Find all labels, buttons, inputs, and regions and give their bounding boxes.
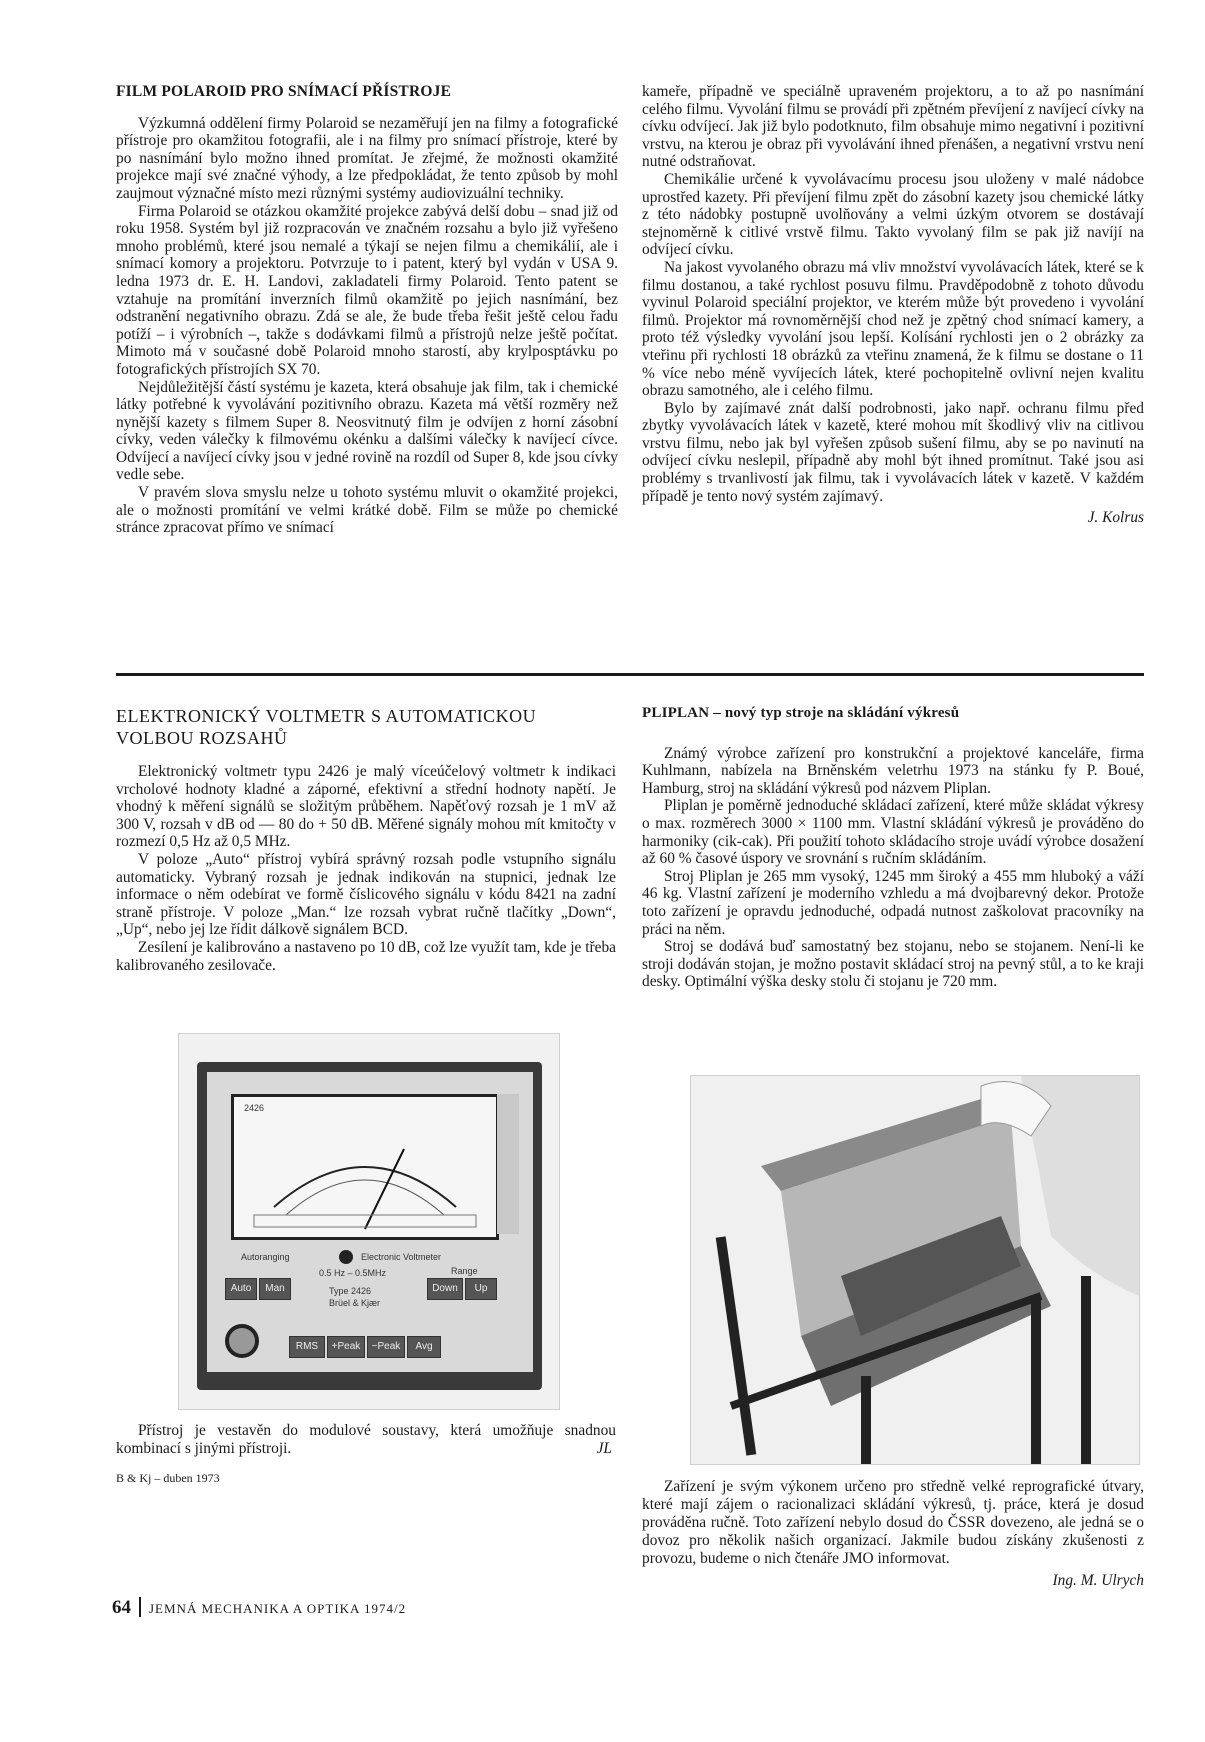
down-button[interactable]: Down [427, 1278, 463, 1300]
pliplan-caption [642, 1478, 1144, 1590]
pliplan-photo [690, 1075, 1140, 1465]
footer-divider [139, 1597, 141, 1617]
article2-paragraph: V poloze „Auto“ přístroj vybírá správný rozsah podle vstupního signálu automaticky. Vybraný rozsah je jednak indikován na stupnici, jednak lze informace o něm odebírat ve formě číslicového signálu v kódu 8421 na zadní straně přístroje. V poloze „Man.“ lze rozsah vybrat ručně tlačítky „Down“, „Up“, nebo jej lze řídit dálkově signálem BCD. [116, 850, 616, 939]
article3-title-rest: – nový typ stroje na skládání výkresů [709, 705, 960, 721]
article1-paragraph: Na jakost vyvolaného obrazu má vliv množství vyvolávacích látek, které se k filmu dostanou, a také rychlost posuvu filmu. Pravděpodobně z tohoto důvodu vyvinul Polaroid speciální projektor, ve kterém může být provedeno i vyvolání filmů. Projektor má rovnoměrnější chod než je zpětný chod snímací kamery, a proto též výsledky vyvolání jsou lepší. Kolísání rychlosti jen o 2 obrázky za vteřinu při rychlosti 18 obrázků za vteřinu znamená, že k filmu se dostane o 11 % více nebo méně vyvíjecích látek, které pochopitelně ovlivní nejen kvalitu obrazu samotného, ale i celého filmu. [642, 258, 1144, 400]
article3-column [642, 705, 1144, 991]
article2-title-line2: VOLBOU ROZSAHŮ [116, 728, 288, 748]
rms-button[interactable]: RMS [289, 1336, 325, 1358]
meter-model-label: 2426 [244, 1103, 265, 1113]
range-indicator-strip [497, 1094, 519, 1234]
voltmeter-caption-body: Přístroj je vestavěn do modulové soustavy, která umožňuje snadnou kombinací s jinými přístroji. [116, 1422, 616, 1457]
page-number: 64 [112, 1597, 131, 1618]
minus-peak-button[interactable]: −Peak [367, 1336, 405, 1358]
page-footer [112, 1597, 406, 1619]
voltmeter-source: B & Kj – duben 1973 [116, 1471, 220, 1485]
meter-window [231, 1094, 499, 1240]
article1-signature: J. Kolrus [1087, 509, 1144, 527]
maker-label: Brüel & Kjær [329, 1298, 381, 1308]
article1-paragraph: Firma Polaroid se otázkou okamžité projekce zabývá delší dobu – snad již od roku 1958. Systém byl již rozpracován ve značném rozsahu a bylo již vyřešeno mnoho problémů, které jsou nemalé a týkají se nejen filmu a chemikálií, ale i snímací komory a projektoru. Potvrzuje to i patent, který byl vydán v USA 9. ledna 1973 dr. E. H. Landovi, zakladateli firmy Polaroid. Tento patent se vztahuje na promítání inverzních filmů okamžitě po jejich nasnímání, bez odstranění negativního obrazu. Zdá se ale, že bude třeba řešit ještě celou řadu potíží – i výrobních –, takže s dodávkami filmů a přístrojů nelze ještě počítat. Mimoto má v současné době Polaroid mnoho starostí, aby krylposptávku po fotografických přístrojích SX 70. [116, 202, 618, 378]
article1-paragraph: V pravém slova smyslu nelze u tohoto systému mluvit o okamžité projekci, ale o možnosti promítání ve velmi krátké době. Film se může po chemické stránce zpracovat přímo ve snímací [116, 484, 618, 537]
man-button[interactable]: Man [259, 1278, 291, 1300]
article1-right-column [642, 83, 1144, 527]
device-name-label: Electronic Voltmeter [361, 1252, 442, 1262]
article3-paragraph: Pliplan je poměrně jednoduché skládací zařízení, které může skládat výkresy o max. rozměrech 3000 × 1100 mm. Vlastní skládání výkresů je prováděno do harmoniky (cik-cak). Při použití tohoto skládacího stroje uvádí výrobce dosažení až 60 % časové úspory ve srovnání s ručním skládáním. [642, 797, 1144, 868]
autoranging-label: Autoranging [241, 1252, 290, 1262]
range-label: Range [451, 1266, 478, 1276]
article1-paragraph: kameře, případně ve speciálně upraveném projektoru, a to až po nasnímání celého filmu. Vyvolání filmu se provádí při zpětném převíjení z navíjecí cívky na cívku odvíjecí. Jak již bylo podotknuto, film obsahuje mimo negativní i pozitivní vrstvu, na kterou je obraz při vyvolávání ihned přenášen, a negativní vrstvu není nutné odstraňovat. [642, 83, 1144, 171]
input-connector [225, 1324, 259, 1358]
avg-button[interactable]: Avg [407, 1336, 441, 1358]
indicator-lamp [339, 1250, 353, 1264]
article2-title [116, 705, 616, 749]
article3-title [642, 705, 1144, 723]
up-button[interactable]: Up [465, 1278, 497, 1300]
article3-title-bold: PLIPLAN [642, 705, 710, 721]
pliplan-caption-text: Zařízení je svým výkonem určeno pro středně velké reprografické útvary, které mají zájem o racionalizaci skládání výkresů, tj. práce, která je dosud prováděna ručně. Toto zařízení nebylo dosud do ČSSR dovezeno, ale jedná se o dovoz pro několik našich organizací. Jakmile budou získány zkušenosti z provozu, budeme o nich čtenáře JMO informovat. [642, 1478, 1144, 1567]
article2-column [116, 705, 616, 974]
article3-paragraph: Známý výrobce zařízení pro konstrukční a projektové kanceláře, firma Kuhlmann, nabízela na Brněnském veletrhu 1973 na stánku fy P. Boué, Hamburg, stroj na skládání výkresů pod názvem Pliplan. [642, 744, 1144, 797]
article1-paragraph: Chemikálie určené k vyvolávacímu procesu jsou uloženy v malé nádobce uprostřed kazety. Při převíjení filmu zpět do zásobní kazety jsou chemické látky z této nádobky postupně uvolňovány a velmi úzkým otvorem se dostávají stejnoměrně k citlivé vrstvě filmu. Takto vyvolaný film se pak již navíjí na odvíjecí cívku. [642, 170, 1144, 259]
plus-peak-button[interactable]: +Peak [327, 1336, 365, 1358]
journal-name: JEMNÁ MECHANIKA A OPTIKA 1974/2 [149, 1601, 407, 1616]
article3-paragraph: Stroj se dodává buď samostatný bez stojanu, nebo se stojanem. Není-li ke stroji dodáván stojan, je možno postavit skládací stroj na pevný stůl, a to ke kraji desky. Optimální výška desky stolu či stojanu je 720 mm. [642, 938, 1144, 991]
article2-paragraph: Zesílení je kalibrováno a nastaveno po 10 dB, což lze využít tam, kde je třeba kalibrovaného zesilovače. [116, 938, 616, 974]
article1-paragraph: Bylo by zajímavé znát další podrobnosti, jako např. ochranu filmu před zbytky vyvolávacích látek v kazetě, které mohou mít škodlivý vliv na citlivou vrstvu filmu, nebo jak byl vyřešen způsob sušení filmu, aby se po navinutí na odvíjecí cívku neslepil, případně aby mohl být ihned promítnut. Také jsou asi problémy s trvanlivostí jak filmu, tak i vyvolávacích látek v kazetě. V každém případě je tento nový systém zajímavý. [642, 399, 1144, 505]
article3-paragraph: Stroj Pliplan je 265 mm vysoký, 1245 mm široký a 455 mm hluboký a váží 46 kg. Vlastní zařízení je moderního vzhledu a má dvojbarevný dekor. Protože toto zařízení je opravdu jednoduché, odpadá nutnost zaškolovat pracovníky na práci na něm. [642, 867, 1144, 938]
voltmeter-caption-signature: JL [596, 1440, 612, 1457]
voltmeter-photo [178, 1033, 560, 1410]
voltmeter-caption [116, 1422, 616, 1458]
frequency-label: 0.5 Hz – 0.5MHz [319, 1268, 387, 1278]
pliplan-machine-illustration [691, 1076, 1139, 1464]
auto-button[interactable]: Auto [225, 1278, 257, 1300]
article1-title: FILM POLAROID PRO SNÍMACÍ PŘÍSTROJE [116, 83, 452, 100]
article2-paragraph: Elektronický voltmetr typu 2426 je malý víceúčelový voltmetr k indikaci vrcholové hodnoty kladné a záporné, efektivní a střední hodnoty napětí. Je vhodný k měření signálů se složitým průběhem. Napěťový rozsah je 1 mV až 300 V, rozsah v dB od — 80 do + 50 dB. Měřené signály mohou mít kmitočty v rozmezí 0,5 Hz až 0,5 MHz. [116, 763, 616, 851]
article1-paragraph: Nejdůležitější částí systému je kazeta, která obsahuje jak film, tak i chemické látky potřebné k vyvolávání pozitivního obrazu. Kazeta má větší rozměry než nynější kazety s filmem Super 8. Neosvitnutý film je odvíjen z horní zásobní cívky, veden válečky k filmovému okénku a dalšími válečky k navíjecí cívce. Odvíjecí a navíjecí cívky jsou v jedné rovině na rozdíl od Super 8, kde jsou cívky vedle sebe. [116, 378, 618, 484]
meter-scale [234, 1097, 496, 1237]
article2-title-line1: ELEKTRONICKÝ VOLTMETR S AUTOMATICKOU [116, 706, 537, 726]
type-label: Type 2426 [329, 1286, 372, 1296]
article1-paragraph: Výzkumná oddělení firmy Polaroid se nezaměřují jen na filmy a fotografické přístroje pro okamžitou fotografii, ale i na filmy pro snímací přístroje, které by po nasnímání bylo možno ihned promítat. Je zřejmé, že možnosti okamžité projekce mají své značné výhody, a lze předpokládat, že tento způsob by mohl zaujmout význačné místo mezi různými systémy audiovizuální techniky. [116, 114, 618, 202]
voltmeter-caption-text [116, 1422, 616, 1458]
article3-signature: Ing. M. Ulrych [1052, 1572, 1144, 1589]
article1-left-column [116, 83, 618, 537]
section-divider [116, 673, 1144, 676]
